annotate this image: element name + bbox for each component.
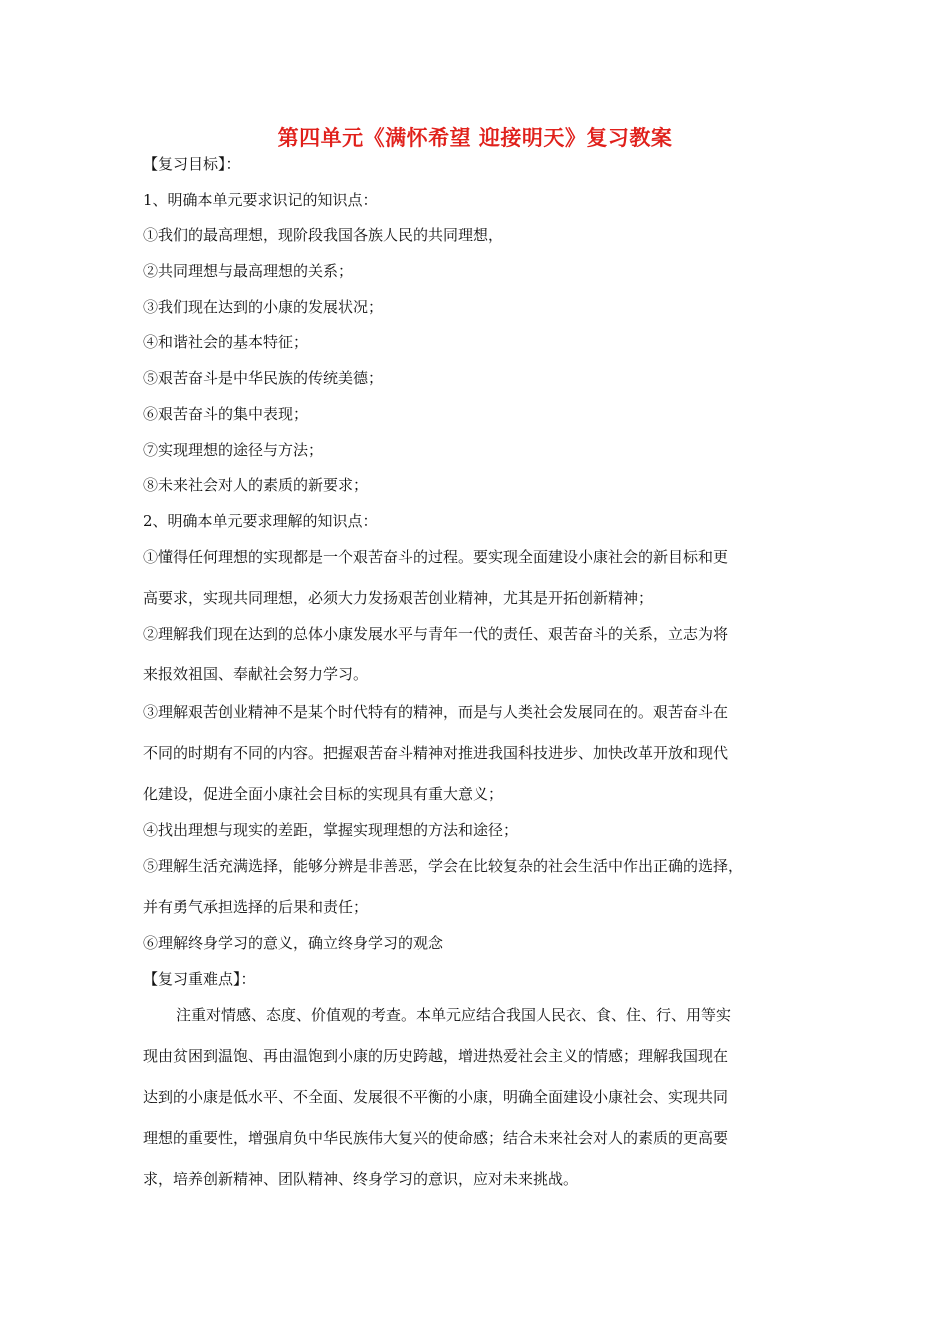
paragraph-line: 注重对情感、态度、价值观的考查。本单元应结合我国人民衣、食、住、行、用等实 <box>176 1006 732 1024</box>
list-item: ②共同理想与最高理想的关系； <box>143 262 354 280</box>
list-item: ⑦实现理想的途径与方法； <box>143 441 324 459</box>
paragraph-line: 达到的小康是低水平、不全面、发展很不平衡的小康，明确全面建设小康社会、实现共同 <box>143 1088 729 1106</box>
list-item: ⑤艰苦奋斗是中华民族的传统美德； <box>143 369 384 387</box>
section-heading-review-goals: 【复习目标】： <box>143 155 241 173</box>
list-item-text: ④找出理想与现实的差距，掌握实现理想的方法和途径； <box>143 821 519 839</box>
list-item-text: ⑥理解终身学习的意义，确立终身学习的观念 <box>143 934 444 952</box>
list-item: ④和谐社会的基本特征； <box>143 333 309 351</box>
paragraph-line: 现由贫困到温饱、再由温饱到小康的历史跨越，增进热爱社会主义的情感；理解我国现在 <box>143 1047 729 1065</box>
list-item-text: 来报效祖国、奉献社会努力学习。 <box>143 665 369 683</box>
list-item-text: ⑤理解生活充满选择，能够分辨是非善恶，学会在比较复杂的社会生活中作出正确的选择， <box>143 857 744 875</box>
list-item: ①我们的最高理想，现阶段我国各族人民的共同理想， <box>143 226 504 244</box>
list-item-text: ①懂得任何理想的实现都是一个艰苦奋斗的过程。要实现全面建设小康社会的新目标和更 <box>143 548 729 566</box>
list-item-text: 化建设，促进全面小康社会目标的实现具有重大意义； <box>143 785 504 803</box>
document-title: 第四单元《满怀希望 迎接明天》复习教案 <box>277 125 673 150</box>
list-heading-understand: 2、明确本单元要求理解的知识点： <box>143 512 378 530</box>
list-item: ⑧未来社会对人的素质的新要求； <box>143 476 369 494</box>
list-item-text: ②理解我们现在达到的总体小康发展水平与青年一代的责任、艰苦奋斗的关系，立志为将 <box>143 625 729 643</box>
paragraph-line: 理想的重要性，增强肩负中华民族伟大复兴的使命感；结合未来社会对人的素质的更高要 <box>143 1129 729 1147</box>
list-item-text: ③理解艰苦创业精神不是某个时代特有的精神，而是与人类社会发展同在的。艰苦奋斗在 <box>143 703 729 721</box>
list-item: ③我们现在达到的小康的发展状况； <box>143 298 384 316</box>
list-item-text: 不同的时期有不同的内容。把握艰苦奋斗精神对推进我国科技进步、加快改革开放和现代 <box>143 744 729 762</box>
section-heading-key-points: 【复习重难点】： <box>143 970 256 988</box>
list-heading-memorize: 1、明确本单元要求识记的知识点： <box>143 191 378 209</box>
list-item-text: 高要求，实现共同理想，必须大力发扬艰苦创业精神，尤其是开拓创新精神； <box>143 589 654 607</box>
paragraph-line: 求，培养创新精神、团队精神、终身学习的意识，应对未来挑战。 <box>143 1170 579 1188</box>
list-item-text: 并有勇气承担选择的后果和责任； <box>143 898 369 916</box>
list-item: ⑥艰苦奋斗的集中表现； <box>143 405 309 423</box>
